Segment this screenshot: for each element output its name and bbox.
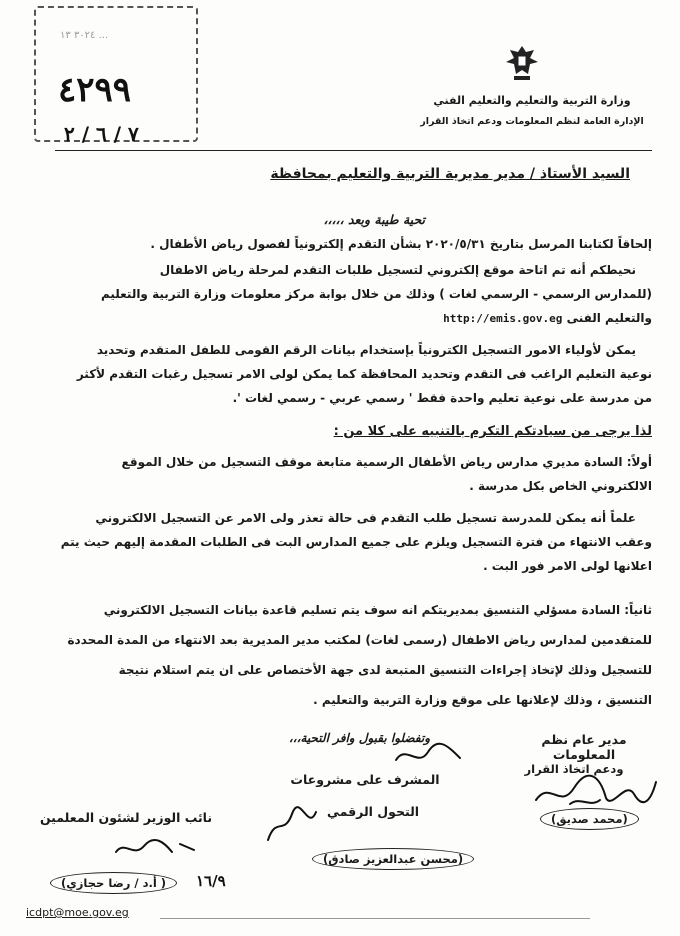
deputy-minister-signature-icon — [110, 836, 200, 862]
eagle-emblem-icon — [500, 40, 544, 84]
note-line1: علماً أنه يمكن للمدرسة تسجيل طلب التقدم فى حالة تعذر ولى الامر عن التسجيل الالكتروني — [95, 511, 636, 525]
digital-supervisor-title: المشرف على مشروعات — [290, 772, 440, 787]
stamp-number: ٤٢٩٩ — [58, 70, 132, 110]
paragraph-announcement-text: والتعليم الفنى — [566, 311, 652, 325]
first-item-line1: أولاً: السادة مديري مدارس رياض الأطفال الرسمية متابعة موقف التسجيل من خلال الموقع — [121, 455, 652, 469]
paragraph-parents-line1: يمكن لأولياء الامور التسجيل الكترونياً بإستخدام بيانات الرقم القومى للطفل المتقدم وتحديد — [96, 343, 636, 357]
paragraph-parents-line2: نوعية التعليم الراغب فى التقدم وتحديد المحافظة كما يمكن لولى الامر تسجيل رغبات التقدم لأكثر — [76, 367, 652, 381]
department-name: الإدارة العامة لنظم المعلومات ودعم اتخاذ القرار — [420, 116, 644, 127]
it-director-name: (محمد صديق) — [540, 808, 639, 830]
note-line3: اعلانها لولى الامر فور البت . — [483, 559, 652, 573]
it-director-subtitle: ودعم اتخاذ القرار — [524, 762, 624, 776]
second-item-line2: للمتقدمين لمدارس رياض الاطفال (رسمى لغات) لمكتب مدير المديرية بعد الانتهاء من المدة المحددة — [67, 633, 652, 647]
note-line2: وعقب الانتهاء من فترة التسجيل ويلزم على جميع المدارس البت فى الطلبات المقدمة إليهم حيث يتم — [60, 535, 652, 549]
paragraph-announcement-line2: (للمدارس الرسمي - الرسمي لغات ) وذلك من خلال بوابة مركز معلومات وزارة التربية والتعليم — [100, 287, 652, 301]
second-item-line4: التنسيق ، وذلك لإعلانها على موقع وزارة التربية والتعليم . — [313, 693, 652, 707]
deputy-minister-title: نائب الوزير لشئون المعلمين — [39, 810, 213, 825]
paragraph-announcement-line1: نحيطكم أنه تم اتاحة موقع إلكتروني لتسجيل طلبات التقدم لمرحلة رياض الاطفال — [159, 263, 636, 277]
second-item-line1: ثانياً: السادة مسؤلي التنسيق بمديريتكم انه سوف يتم تسليم قاعدة بيانات التسجيل الالكتروني — [103, 603, 652, 617]
first-item-line2: الالكتروني الخاص بكل مدرسة . — [469, 479, 652, 493]
header-divider — [55, 150, 652, 151]
digital-supervisor-signature-icon — [262, 806, 322, 846]
greeting-line: تحية طيبة وبعد ،،،،، — [323, 212, 425, 227]
second-item-line3: للتسجيل وذلك لإتخاذ إجراءات التنسيق المتبعة لدى جهة الأختصاص على ان يتم استلام نتيجة — [118, 663, 652, 677]
it-director-title: مدير عام نظم المعلومات — [541, 732, 627, 762]
footer-divider — [160, 918, 590, 919]
website-url: http://emis.gov.eg — [443, 312, 563, 325]
addressee-line: السيد الأستاذ / مدير مديرية التربية والتعليم بمحافظة — [270, 166, 630, 182]
stamp-faint-text: ٣٠٢٤ ١٣ ... — [60, 30, 109, 41]
ministry-name: وزارة التربية والتعليم والتعليم الفني — [433, 94, 631, 107]
footer-email: icdpt@moe.gov.eg — [26, 906, 129, 919]
digital-supervisor-name: (محسن عبدالعزيز صادق) — [312, 848, 474, 870]
paragraph-reference: إلحاقاً لكتابنا المرسل بتاريخ ٢٠٢٠/٥/٣١ بشأن التقدم إلكترونياً لفصول رياض الأطفال . — [150, 237, 652, 251]
digital-supervisor-initial-icon — [388, 738, 468, 774]
paragraph-announcement-line3 — [443, 306, 652, 331]
paragraph-parents-line3: من مدرسة على نوعية تعليم واحدة فقط ' رسمي عربي - رسمي لغات '. — [232, 391, 652, 405]
closing-line: وتفضلوا بقبول وافر التحية،،، — [288, 731, 430, 745]
digital-supervisor-subtitle: التحول الرقمي — [326, 804, 420, 819]
deputy-minister-name: ( أ.د / رضا حجازي) — [50, 872, 177, 894]
signature-date: ١٦/٩ — [196, 872, 226, 890]
stamp-sub-number: ٧ / ٦ / ٢ — [64, 122, 139, 146]
request-heading: لذا يرجى من سيادتكم التكرم بالتنبيه على كلا من : — [333, 424, 652, 439]
